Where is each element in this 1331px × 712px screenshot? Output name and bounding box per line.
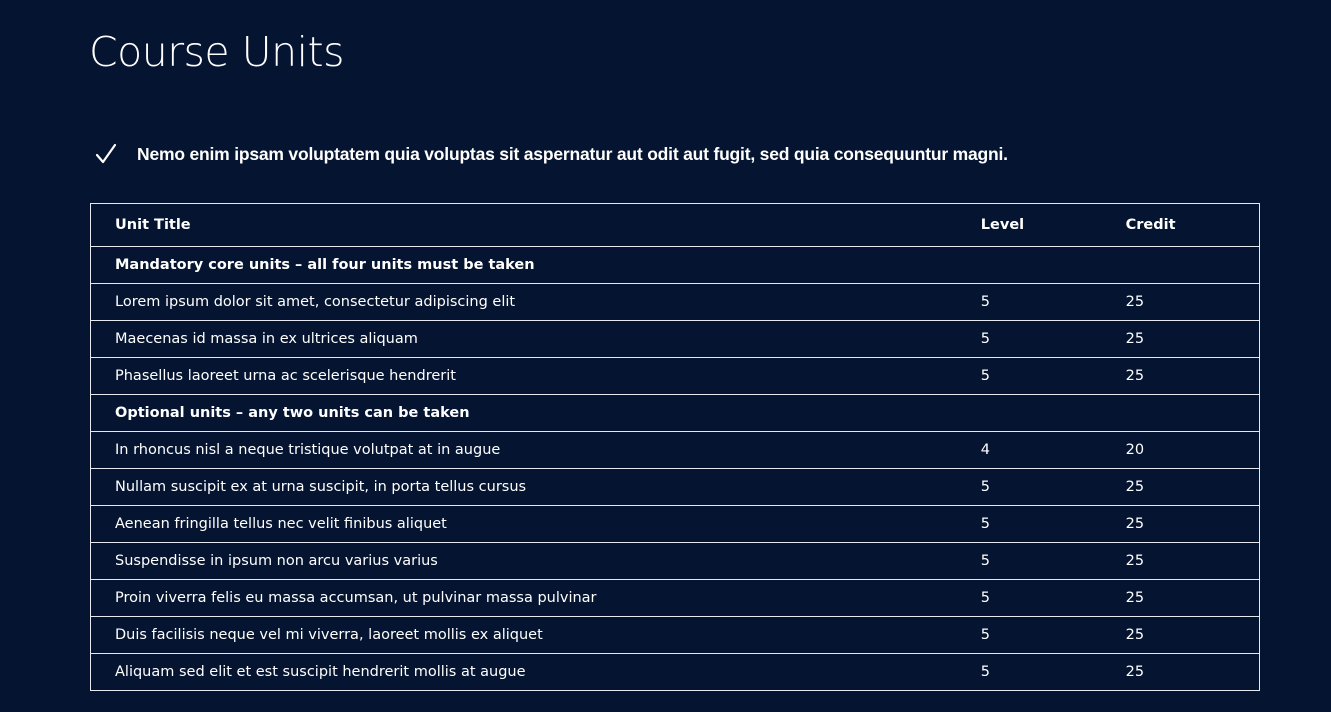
table-row xyxy=(91,506,1260,543)
table-row xyxy=(91,543,1260,580)
unit-credit-cell: 20 xyxy=(1102,432,1260,469)
unit-credit-cell: 25 xyxy=(1102,506,1260,543)
table-row xyxy=(91,358,1260,395)
course-units-table xyxy=(90,203,1260,691)
unit-title-cell: Lorem ipsum dolor sit amet, consectetur adipiscing elit xyxy=(91,284,957,321)
table-row xyxy=(91,321,1260,358)
unit-level-cell: 5 xyxy=(957,617,1102,654)
table-row xyxy=(91,617,1260,654)
unit-level-cell: 5 xyxy=(957,580,1102,617)
column-header-credit: Credit xyxy=(1102,204,1260,247)
table-row xyxy=(91,432,1260,469)
unit-level-cell: 5 xyxy=(957,358,1102,395)
unit-title-cell: Nullam suscipit ex at urna suscipit, in porta tellus cursus xyxy=(91,469,957,506)
unit-credit-cell: 25 xyxy=(1102,580,1260,617)
highlight-text: Nemo enim ipsam voluptatem quia voluptas sit aspernatur aut odit aut fugit, sed quia consequuntur magni. xyxy=(137,143,1008,164)
unit-title-cell: Aliquam sed elit et est suscipit hendrerit mollis at augue xyxy=(91,654,957,691)
highlight-row xyxy=(95,140,1008,168)
unit-title-cell: Proin viverra felis eu massa accumsan, ut pulvinar massa pulvinar xyxy=(91,580,957,617)
unit-credit-cell: 25 xyxy=(1102,543,1260,580)
table-row xyxy=(91,580,1260,617)
table-row xyxy=(91,469,1260,506)
unit-level-cell: 5 xyxy=(957,543,1102,580)
unit-level-cell: 5 xyxy=(957,506,1102,543)
unit-level-cell: 5 xyxy=(957,654,1102,691)
unit-level-cell: 4 xyxy=(957,432,1102,469)
column-header-level: Level xyxy=(957,204,1102,247)
table-row xyxy=(91,284,1260,321)
unit-credit-cell: 25 xyxy=(1102,321,1260,358)
unit-credit-cell: 25 xyxy=(1102,617,1260,654)
checkmark-icon xyxy=(95,143,117,165)
section-row-optional xyxy=(91,395,1260,432)
unit-title-cell: In rhoncus nisl a neque tristique volutpat at in augue xyxy=(91,432,957,469)
unit-credit-cell: 25 xyxy=(1102,654,1260,691)
table-header-row xyxy=(91,204,1260,247)
table-row xyxy=(91,654,1260,691)
unit-credit-cell: 25 xyxy=(1102,358,1260,395)
section-label-mandatory: Mandatory core units – all four units must be taken xyxy=(91,247,1260,284)
unit-level-cell: 5 xyxy=(957,469,1102,506)
unit-title-cell: Suspendisse in ipsum non arcu varius varius xyxy=(91,543,957,580)
unit-credit-cell: 25 xyxy=(1102,469,1260,506)
unit-credit-cell: 25 xyxy=(1102,284,1260,321)
section-row-mandatory xyxy=(91,247,1260,284)
unit-title-cell: Phasellus laoreet urna ac scelerisque hendrerit xyxy=(91,358,957,395)
unit-level-cell: 5 xyxy=(957,321,1102,358)
page-title: Course Units xyxy=(89,28,344,76)
unit-level-cell: 5 xyxy=(957,284,1102,321)
unit-title-cell: Maecenas id massa in ex ultrices aliquam xyxy=(91,321,957,358)
unit-title-cell: Duis facilisis neque vel mi viverra, laoreet mollis ex aliquet xyxy=(91,617,957,654)
unit-title-cell: Aenean fringilla tellus nec velit finibus aliquet xyxy=(91,506,957,543)
column-header-unit-title: Unit Title xyxy=(91,204,957,247)
section-label-optional: Optional units – any two units can be taken xyxy=(91,395,1260,432)
